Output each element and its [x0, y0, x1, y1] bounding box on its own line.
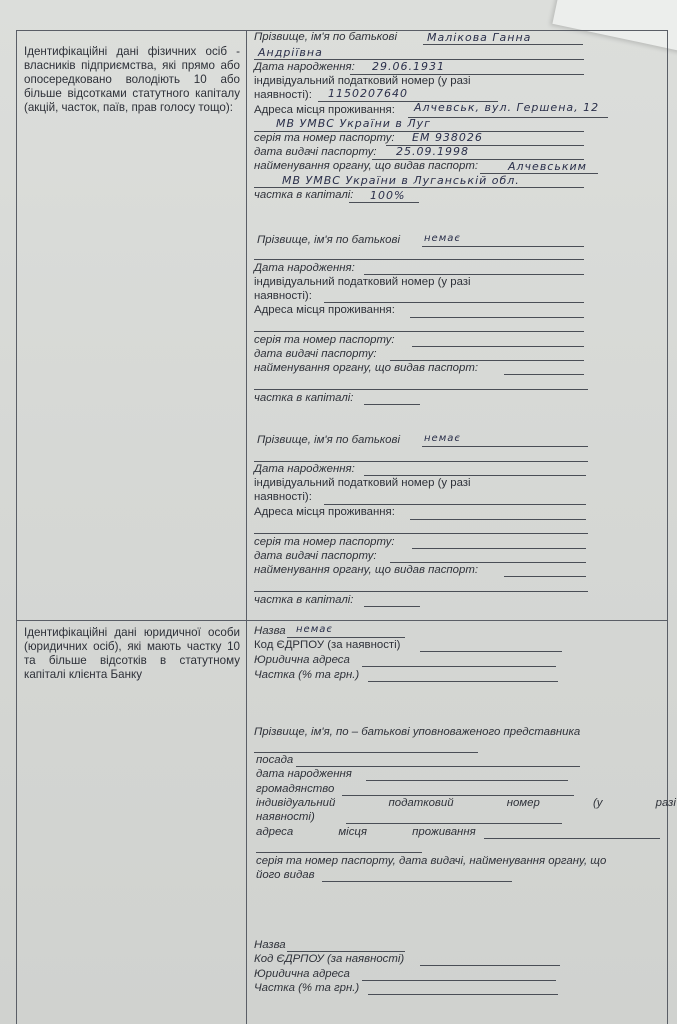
entity2-name-label: Назва	[254, 939, 286, 951]
person1-tax-value: 1150207640	[328, 87, 408, 100]
person2-issuer-label: найменування органу, що видав паспорт:	[254, 362, 478, 374]
person1-passport-label: серія та номер паспорту:	[254, 132, 395, 144]
person1-share-value: 100%	[370, 189, 406, 202]
person3-share-label: частка в капіталі:	[254, 594, 354, 606]
person3-passport-label: серія та номер паспорту:	[254, 536, 395, 548]
table-border-left	[16, 30, 17, 1024]
table-border-right	[667, 30, 668, 1024]
person1-birth-label: Дата народження:	[254, 61, 355, 73]
representative-tax-label: індивідуальний податковий номер (у разі	[256, 797, 676, 809]
person2-name-label: Прізвище, ім'я по батькові	[257, 234, 400, 246]
entity1-share-label: Частка (% та грн.)	[254, 669, 360, 681]
person3-tax-label: індивідуальний податковий номер (у разі	[254, 477, 471, 489]
person1-share-label: частка в капіталі:	[254, 189, 354, 201]
individual-owners-label: Ідентифікаційні дані фізичних осіб - власників підприємства, які прямо або опосередковано володіють 10 або більше відсотками статутного капіталу (акцій, часток, паїв, прав голосу тощо):	[24, 45, 240, 114]
person2-address-label: Адреса місця проживання:	[254, 304, 395, 316]
person2-tax-label-2: наявності):	[254, 290, 312, 302]
person3-name-label: Прізвище, ім'я по батькові	[257, 434, 400, 446]
representative-passport-label: серія та номер паспорту, дата видачі, найменування органу, що	[256, 855, 607, 867]
person2-birth-label: Дата народження:	[254, 262, 355, 274]
person1-issue-date-value: 25.09.1998	[396, 145, 469, 158]
representative-position-label: посада	[256, 754, 294, 766]
person2-issue-date-label: дата видачі паспорту:	[254, 348, 377, 360]
legal-entities-label: Ідентифікаційні дані юридичної особи (юридичних осіб), які мають частку 10 та більше відсотків в статутному капіталі клієнта Банку	[24, 626, 240, 681]
entity2-code-label: Код ЄДРПОУ (за наявності)	[254, 953, 405, 965]
person1-birth-value: 29.06.1931	[372, 60, 445, 73]
person3-issuer-label: найменування органу, що видав паспорт:	[254, 564, 478, 576]
person1-tax-label: індивідуальний податковий номер (у разі	[254, 75, 471, 87]
person3-address-label: Адреса місця проживання:	[254, 506, 395, 518]
person1-name-value: Малікова Ганна	[427, 31, 532, 44]
table-column-divider	[246, 30, 247, 1024]
entity1-name-value: немає	[296, 624, 333, 635]
entity1-address-label: Юридична адреса	[254, 654, 350, 666]
representative-tax-label-2: наявності)	[256, 811, 315, 823]
representative-address-label: адреса місця проживання	[256, 826, 476, 838]
entity2-share-label: Частка (% та грн.)	[254, 982, 360, 994]
person1-issuer-value: Алчевським	[508, 160, 587, 173]
person1-issuer-label: найменування органу, що видав паспорт:	[254, 160, 478, 172]
person1-name-value-2: Андріївна	[258, 46, 323, 59]
person2-tax-label: індивідуальний податковий номер (у разі	[254, 276, 471, 288]
person1-passport-value: ЕМ 938026	[412, 131, 483, 144]
person1-tax-label-2: наявності):	[254, 89, 312, 101]
person2-name-value: немає	[424, 233, 461, 244]
representative-citizenship-label: громадянство	[256, 783, 335, 795]
person1-address-value-2: МВ УМВС України в Луг	[276, 117, 431, 130]
person1-issue-date-label: дата видачі паспорту:	[254, 146, 377, 158]
person3-tax-label-2: наявності):	[254, 491, 312, 503]
representative-birth-label: дата народження	[256, 768, 352, 780]
person2-share-label: частка в капіталі:	[254, 392, 354, 404]
person1-address-label: Адреса місця проживання:	[254, 104, 395, 116]
representative-title: Прізвище, ім'я, по – батькові уповноваженого представника	[254, 726, 581, 738]
entity2-address-label: Юридична адреса	[254, 968, 350, 980]
person1-address-value: Алчевськ, вул. Гершена, 12	[414, 101, 600, 114]
table-row-divider	[16, 620, 667, 621]
next-page-corner	[552, 0, 677, 55]
person2-passport-label: серія та номер паспорту:	[254, 334, 395, 346]
person1-name-label: Прізвище, ім'я по батькові	[254, 31, 397, 43]
person3-birth-label: Дата народження:	[254, 463, 355, 475]
entity1-code-label: Код ЄДРПОУ (за наявності)	[254, 639, 401, 651]
entity1-name-label: Назва	[254, 625, 286, 637]
representative-passport-label-2: його видав	[256, 869, 315, 881]
person1-issuer-value-2: МВ УМВС України в Луганській обл.	[282, 174, 520, 187]
person3-name-value: немає	[424, 433, 461, 444]
person3-issue-date-label: дата видачі паспорту:	[254, 550, 377, 562]
